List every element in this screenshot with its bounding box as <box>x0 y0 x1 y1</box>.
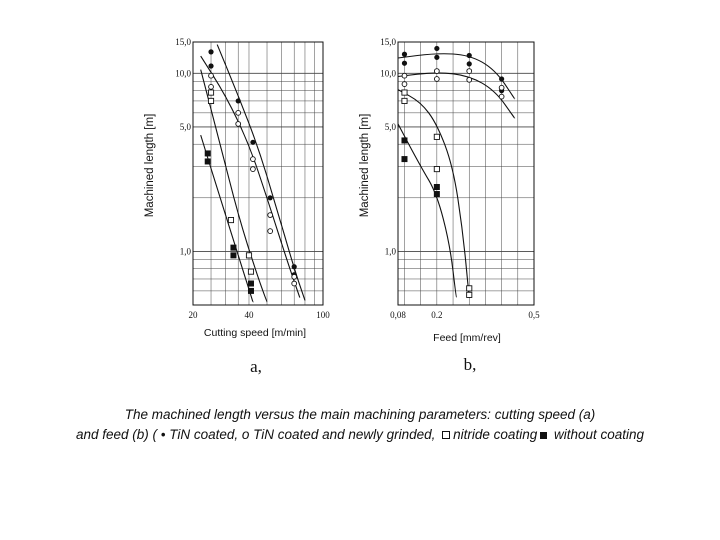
point-square-open <box>402 90 407 95</box>
point-circle <box>236 110 241 115</box>
point-circle <box>268 213 273 218</box>
point-circle <box>236 122 241 127</box>
caption-without: without coating <box>550 427 645 442</box>
x-tick-label: 20 <box>188 310 198 320</box>
y-tick-label: 5,0 <box>384 121 396 132</box>
point-circle <box>434 77 439 82</box>
point-square-filled <box>230 245 236 251</box>
point-dot <box>268 195 273 200</box>
point-circle <box>251 167 256 172</box>
panel-label: b, <box>463 355 477 374</box>
point-square-open <box>228 217 233 222</box>
x-tick-label: 40 <box>244 310 254 320</box>
point-square-filled <box>248 288 254 294</box>
point-square-open <box>467 286 472 291</box>
point-dot <box>208 63 213 68</box>
caption-prefix: and feed (b) ( • TiN coated, o TiN coated and newly grinded, <box>75 427 440 442</box>
point-circle <box>434 69 439 74</box>
caption-line-1: The machined length versus the main machining parameters: cutting speed (a) <box>124 407 596 422</box>
x-tick-label: 0,08 <box>390 310 406 320</box>
point-square-filled <box>401 137 407 143</box>
point-square-filled <box>205 158 211 164</box>
point-square-open <box>434 134 439 139</box>
point-dot <box>467 61 472 66</box>
series-square-filled <box>201 135 254 302</box>
x-tick-label: 0,5 <box>528 310 540 320</box>
y-tick-label: 5,0 <box>179 121 191 132</box>
x-tick-label: 0.2 <box>431 310 443 320</box>
series-square-filled <box>398 124 456 298</box>
point-circle <box>402 73 407 78</box>
point-square-filled <box>248 281 254 287</box>
point-circle <box>467 77 472 82</box>
series-square-open <box>201 70 267 302</box>
point-square-filled <box>401 156 407 162</box>
point-dot <box>292 264 297 269</box>
series-circle <box>398 69 515 119</box>
point-dot <box>402 52 407 57</box>
trend-line <box>398 54 515 99</box>
caption-line-2 <box>0 427 720 442</box>
chart-panel-b <box>359 37 540 374</box>
point-dot <box>236 98 241 103</box>
y-tick-label: 10,0 <box>380 68 396 79</box>
point-circle <box>209 73 214 78</box>
trend-line <box>201 56 300 298</box>
point-square-filled <box>205 150 211 156</box>
point-square-open <box>434 166 439 171</box>
x-axis-label: Feed [mm/rev] <box>433 332 501 344</box>
point-circle <box>467 69 472 74</box>
point-dot <box>250 140 255 145</box>
trend-line <box>398 73 515 118</box>
x-tick-label: 100 <box>316 310 330 320</box>
point-square-open <box>246 253 251 258</box>
without-coating-square-icon <box>540 432 547 439</box>
point-circle <box>268 229 273 234</box>
point-square-open <box>467 292 472 297</box>
point-square-open <box>248 269 253 274</box>
series-circle <box>201 56 300 298</box>
point-dot <box>467 53 472 58</box>
nitride-square-icon <box>442 431 450 439</box>
y-axis-label: Machined length [m] <box>359 113 371 218</box>
series-dot <box>208 45 305 301</box>
point-square-filled <box>230 252 236 258</box>
point-square-open <box>208 90 213 95</box>
point-circle <box>402 82 407 87</box>
y-tick-label: 1,0 <box>384 246 396 257</box>
panel-label: a, <box>250 357 262 376</box>
caption-nitride: nitride coating <box>453 427 538 442</box>
x-axis-label: Cutting speed [m/min] <box>203 327 307 339</box>
y-tick-label: 10,0 <box>175 68 191 79</box>
trend-line <box>398 124 456 298</box>
point-circle <box>292 274 297 279</box>
point-dot <box>499 76 504 81</box>
chart-panel-a <box>144 37 330 376</box>
point-dot <box>208 49 213 54</box>
point-circle <box>209 84 214 89</box>
point-circle <box>499 94 504 99</box>
y-tick-label: 15,0 <box>175 37 191 47</box>
trend-line <box>217 45 305 301</box>
point-circle <box>499 85 504 90</box>
point-dot <box>434 46 439 51</box>
point-square-filled <box>434 184 440 190</box>
trend-line <box>201 70 267 302</box>
point-circle <box>251 157 256 162</box>
trend-line <box>398 90 469 298</box>
y-tick-label: 15,0 <box>380 37 396 47</box>
point-square-filled <box>434 191 440 197</box>
point-dot <box>402 61 407 66</box>
y-tick-label: 1,0 <box>179 246 191 257</box>
y-axis-label: Machined length [m] <box>144 113 156 218</box>
point-circle <box>292 281 297 286</box>
point-square-open <box>208 98 213 103</box>
point-dot <box>434 55 439 60</box>
point-square-open <box>402 98 407 103</box>
